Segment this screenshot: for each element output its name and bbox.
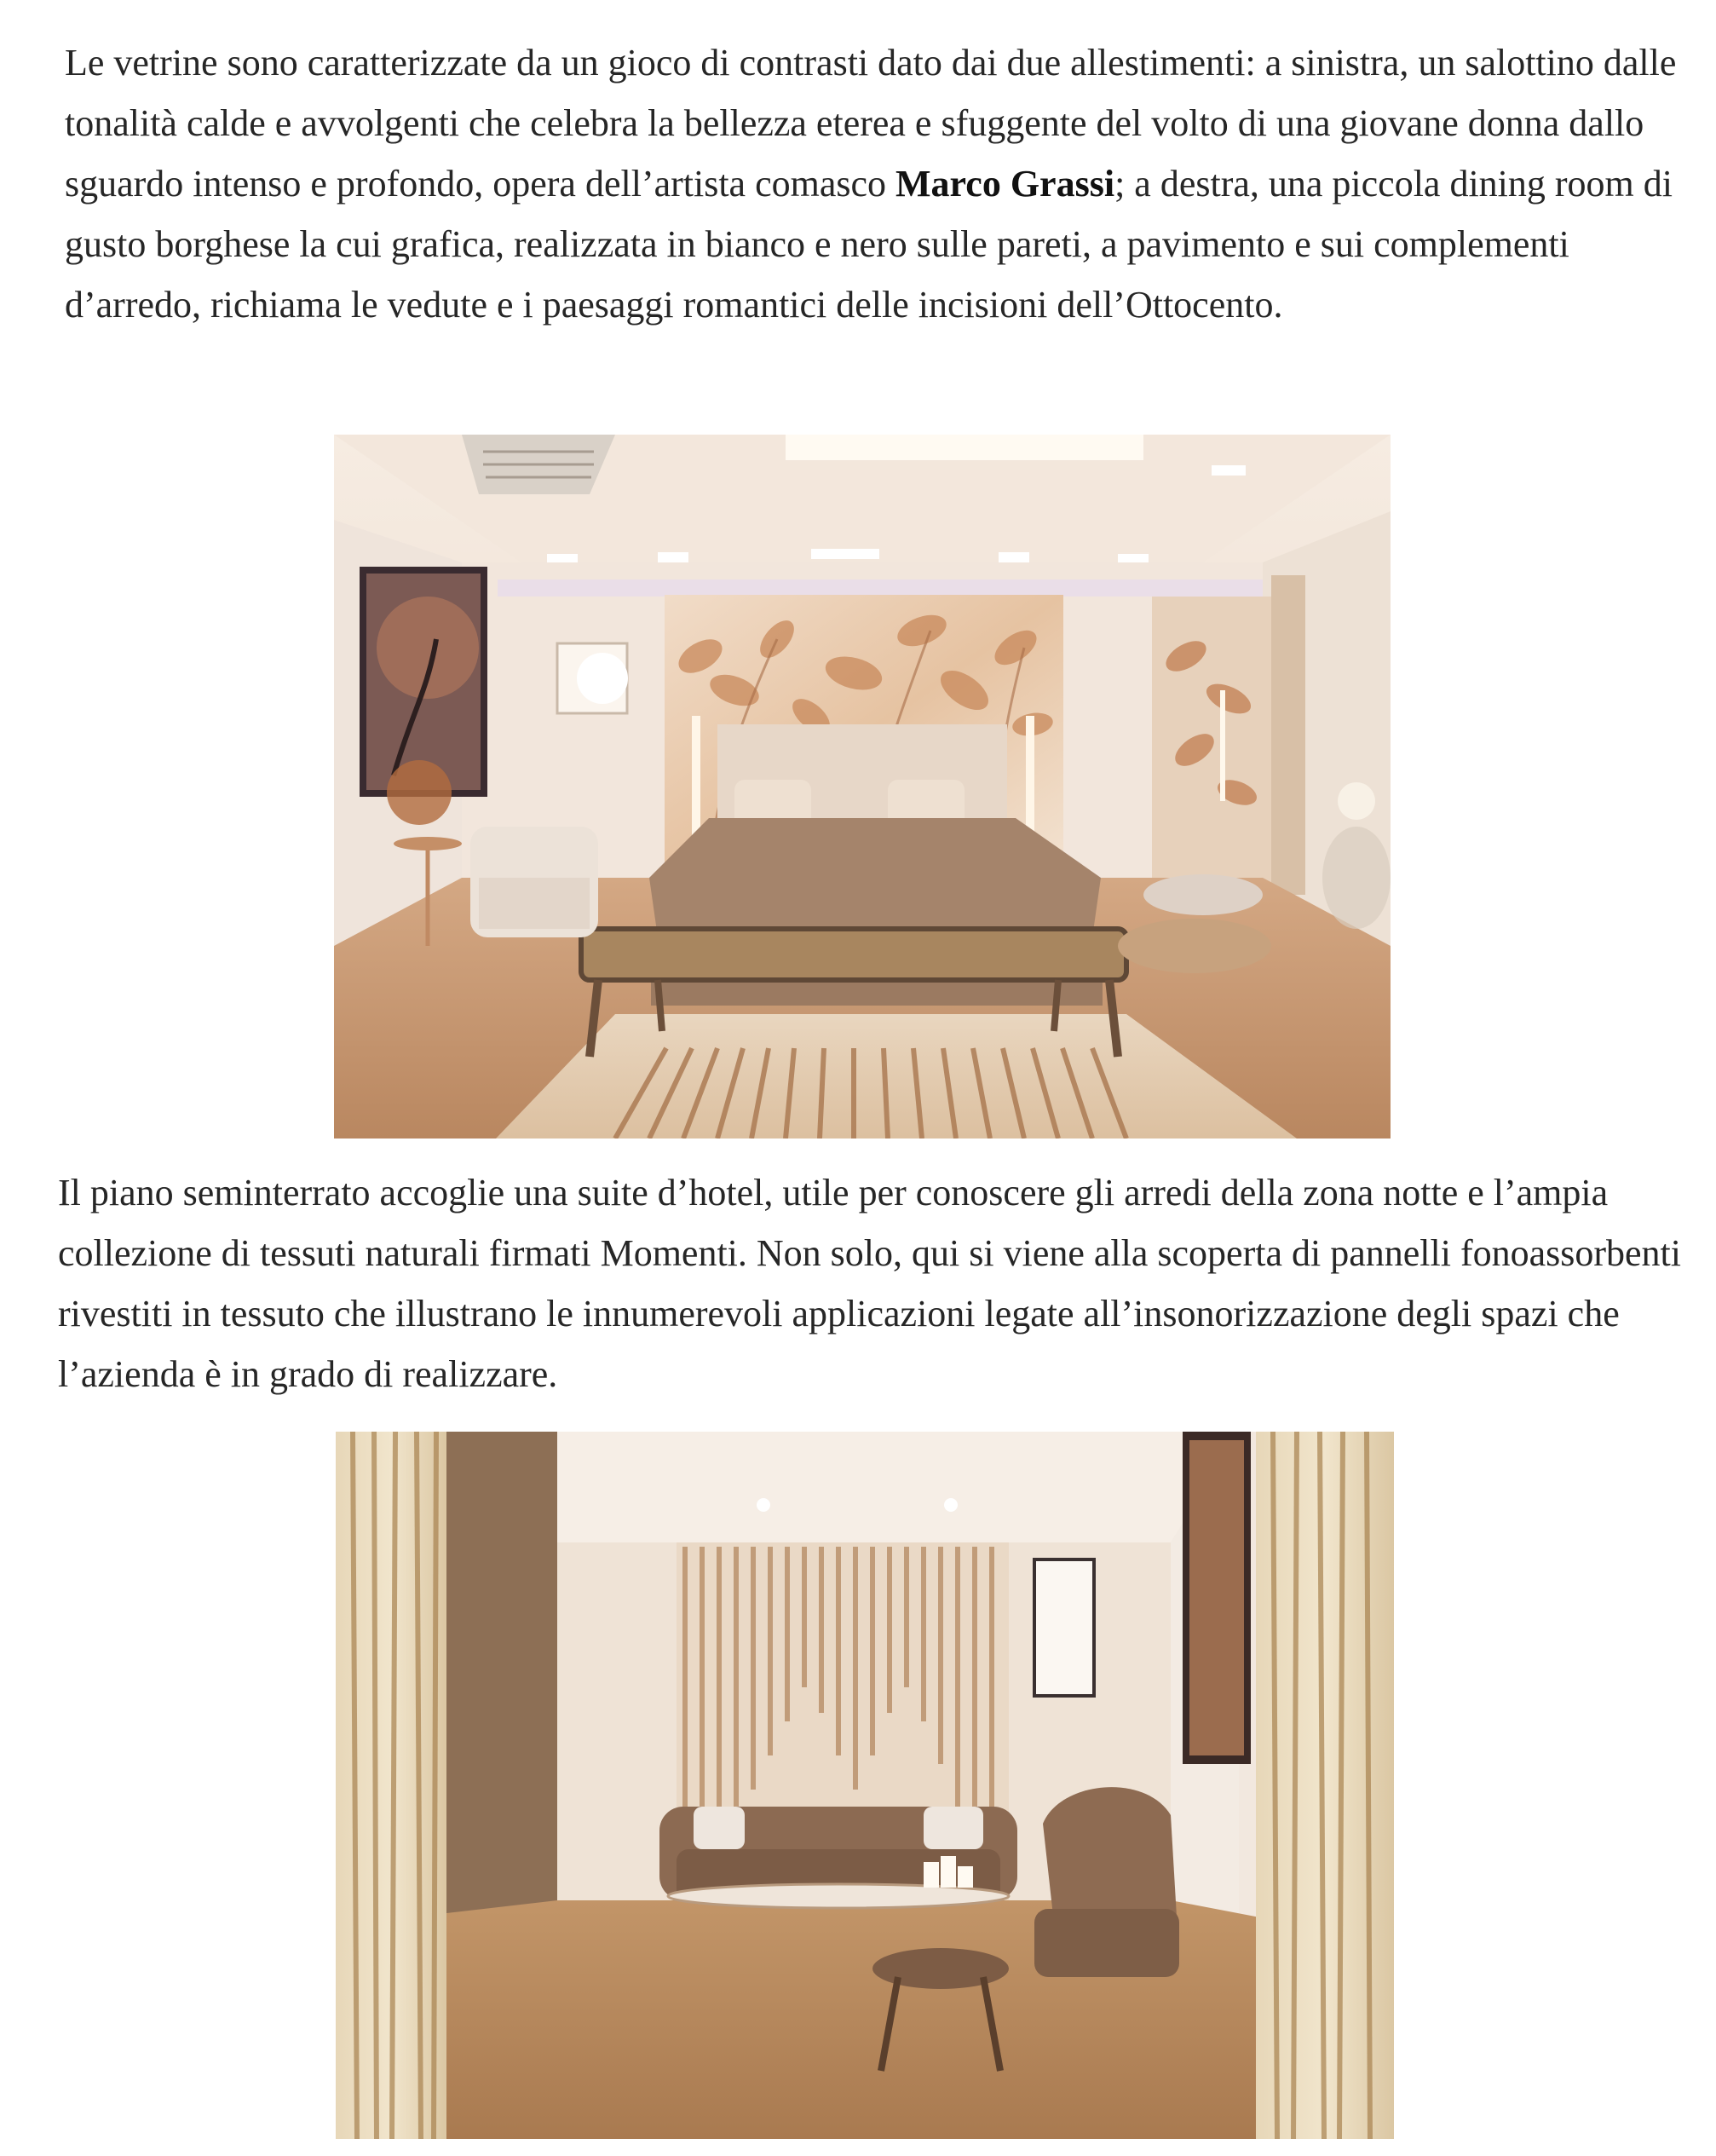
bedroom-photo [334,435,1391,1139]
bedroom-illustration [334,435,1391,1139]
paragraph1-text-end: ; a destra, una piccola dining room di gusto borghese la cui grafica, realizzata in bianco e nero sulle pareti, a pavimento e sui complementi d’arredo, richiama le vedute e i paesaggi romantici delle incisioni dell’Ottocento. [65,163,1673,326]
paragraph1-text-start: Le vetrine sono caratterizzate da un gioco di contrasti dato dai due allestimenti: a sinistra, un salottino dalle tonalità calde e avvolgenti che celebra la bellezza eterea e sfuggente del volto di una giovane donna dallo sguardo intenso e profondo, opera dell’artista comasco [65,42,1677,205]
basement-paragraph: Il piano seminterrato accoglie una suite d’hotel, utile per conoscere gli arredi della zona notte e l’ampia collezione di tessuti naturali firmati Momenti. Non solo, qui si viene alla scoperta di pannelli fonoassorbenti rivestiti in tessuto che illustrano le innumerevoli applicazioni legate all’insonorizzazione degli spazi che l’azienda è in grado di realizzare. [58,1172,1681,1395]
lounge-illustration [336,1432,1394,2139]
artist-name: Marco Grassi [895,163,1115,205]
intro-paragraph [65,32,1684,335]
lounge-photo [336,1432,1394,2139]
